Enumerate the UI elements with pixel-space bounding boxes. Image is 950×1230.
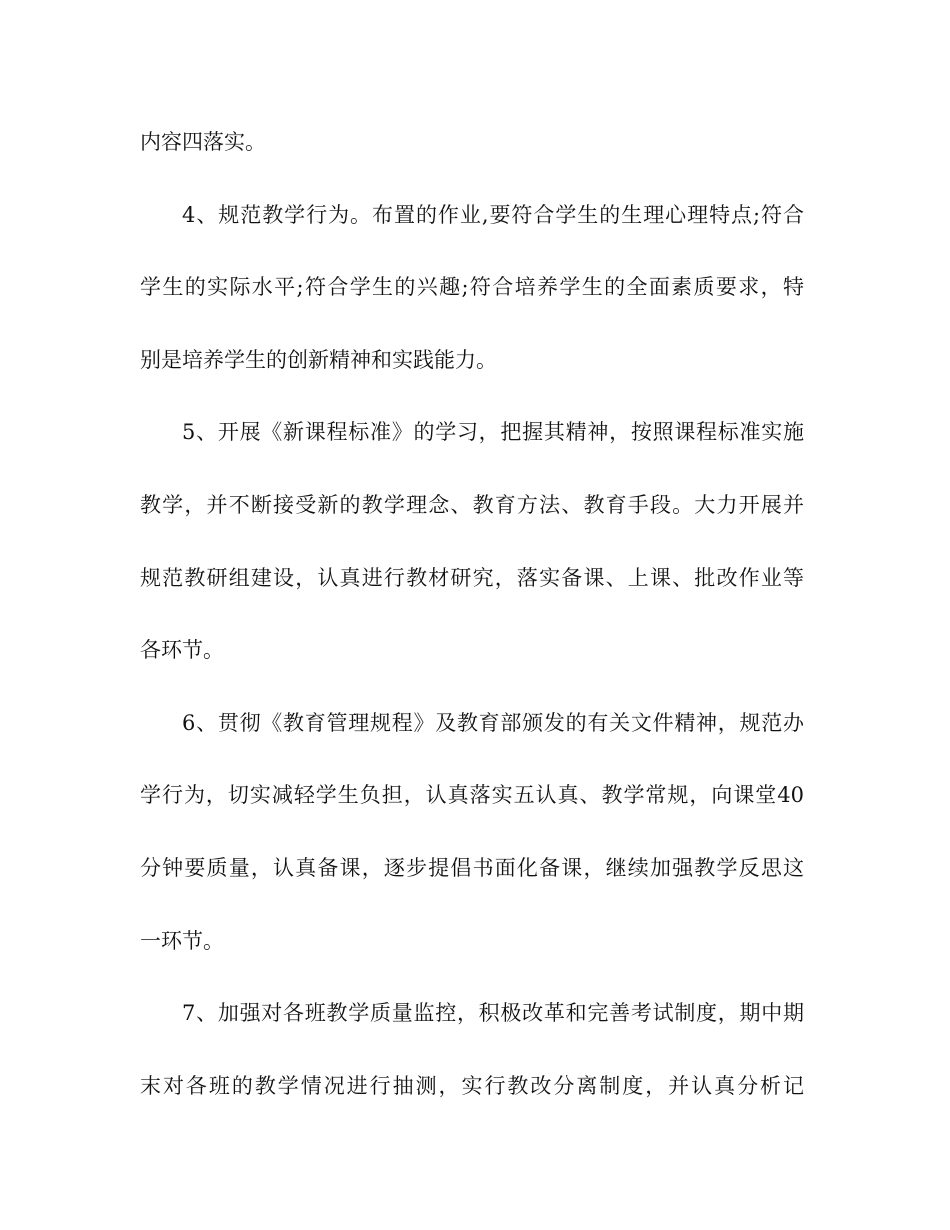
text-line: 学生的实际水平;符合学生的兴趣;符合培养学生的全面素质要求，特 [140, 275, 804, 300]
paragraph-4-start: 4、规范教学行为。布置的作业,要符合学生的生理心理特点;符合 [182, 202, 804, 227]
text-line: 分钟要质量，认真备课，逐步提倡书面化备课，继续加强教学反思这 [140, 855, 804, 880]
document-body [140, 122, 804, 1138]
paragraph-6-start: 6、贯彻《教育管理规程》及教育部颁发的有关文件精神，规范办 [182, 710, 804, 735]
text-line: 别是培养学生的创新精神和实践能力。 [140, 347, 497, 372]
text-line: 教学，并不断接受新的教学理念、教育方法、教育手段。大力开展并 [140, 492, 804, 517]
text-line: 内容四落实。 [140, 130, 266, 154]
text-line: 一环节。 [140, 928, 224, 953]
text-line: 规范教研组建设，认真进行教材研究，落实备课、上课、批改作业等 [140, 565, 804, 590]
text-line: 末对各班的教学情况进行抽测，实行教改分离制度，并认真分析记 [140, 1073, 804, 1098]
text-line: 各环节。 [140, 638, 224, 663]
paragraph-7-start: 7、加强对各班教学质量监控，积极改革和完善考试制度，期中期 [182, 1001, 804, 1026]
text-line: 学行为，切实减轻学生负担，认真落实五认真、教学常规，向课堂40 [140, 783, 804, 808]
paragraph-5-start: 5、开展《新课程标准》的学习，把握其精神，按照课程标准实施 [182, 420, 804, 445]
